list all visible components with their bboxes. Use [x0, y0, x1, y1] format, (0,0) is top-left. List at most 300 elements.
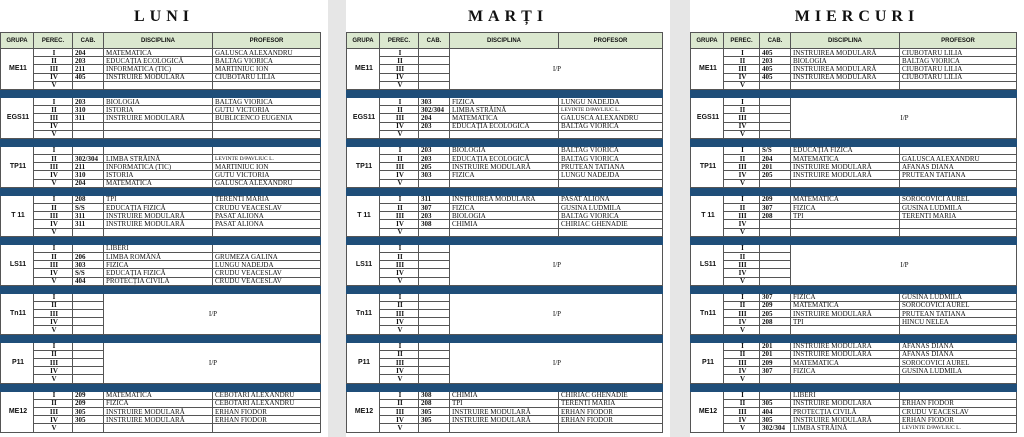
cabinet-cell: 201 — [760, 342, 791, 350]
table-row — [1, 261, 321, 269]
teacher-cell: PASAT ALIONA — [213, 220, 321, 228]
group-name: ME12 — [691, 391, 724, 432]
table-row — [691, 416, 1017, 424]
cabinet-cell — [73, 122, 104, 130]
table-row — [691, 424, 1017, 432]
cabinet-cell: 307 — [760, 367, 791, 375]
teacher-cell: BALTAG VIORICA — [213, 97, 321, 105]
table-row — [1, 269, 321, 277]
separator-bar — [691, 285, 1017, 293]
discipline-cell: TPI — [791, 318, 900, 326]
period-number: II — [724, 57, 760, 65]
teacher-cell — [559, 179, 663, 187]
period-number: I — [380, 391, 419, 399]
discipline-cell: INSTRUIRE MODULARĂ — [104, 407, 213, 415]
period-number: I — [34, 342, 73, 350]
period-number: V — [724, 375, 760, 383]
cabinet-cell: 308 — [419, 391, 450, 399]
column-header-cab: CAB. — [73, 33, 104, 49]
table-row — [691, 399, 1017, 407]
table-row — [691, 407, 1017, 415]
period-number: I — [724, 391, 760, 399]
table-row — [691, 359, 1017, 367]
teacher-cell: GUTU VICTORIA — [213, 171, 321, 179]
table-row — [691, 73, 1017, 81]
cabinet-cell — [760, 391, 791, 399]
cabinet-cell: S/S — [73, 269, 104, 277]
teacher-cell: CIUBOTARU LILIA — [900, 49, 1017, 57]
period-number: II — [34, 350, 73, 358]
period-number: V — [34, 130, 73, 138]
table-row — [1, 97, 321, 105]
period-number: II — [34, 252, 73, 260]
cabinet-cell — [760, 97, 791, 105]
discipline-cell: INSTRUIRE MODULARĂ — [104, 212, 213, 220]
discipline-cell: ISTORIA — [104, 106, 213, 114]
table-row — [1, 163, 321, 171]
cabinet-cell — [419, 424, 450, 432]
cabinet-cell: 307 — [760, 204, 791, 212]
discipline-cell: INSTRUIRE MODULARĂ — [450, 416, 559, 424]
period-number: IV — [34, 122, 73, 130]
separator-bar — [1, 236, 321, 244]
cabinet-cell — [419, 293, 450, 301]
group-name: TP11 — [347, 146, 380, 187]
group-separator — [691, 89, 1017, 97]
table-row — [347, 155, 663, 163]
teacher-cell: ERHAN FIODOR — [213, 416, 321, 424]
period-number: III — [380, 114, 419, 122]
discipline-cell: INSTRUIREA MODULARĂ — [791, 65, 900, 73]
discipline-cell: CHIMIA — [450, 391, 559, 399]
teacher-cell: CIUBOTARU LILIA — [900, 65, 1017, 73]
table-row — [347, 399, 663, 407]
column-header-perec: PEREC. — [724, 33, 760, 49]
discipline-cell — [450, 228, 559, 236]
cabinet-cell — [419, 57, 450, 65]
period-number: III — [724, 359, 760, 367]
column-header-perec: PEREC. — [34, 33, 73, 49]
period-number: II — [34, 57, 73, 65]
discipline-cell: INSTRUIRE MODULARĂ — [104, 73, 213, 81]
period-number: V — [380, 228, 419, 236]
teacher-cell: BUBLICENCO EUGENIA — [213, 114, 321, 122]
schedule-panel-marti — [346, 0, 670, 437]
teacher-cell: GUSINA LUDMILA — [559, 204, 663, 212]
teacher-cell — [213, 122, 321, 130]
period-number: I — [34, 49, 73, 57]
group-separator — [691, 236, 1017, 244]
teacher-cell — [559, 130, 663, 138]
cabinet-cell — [73, 318, 104, 326]
separator-bar — [691, 383, 1017, 391]
period-number: I — [380, 342, 419, 350]
table-row — [691, 171, 1017, 179]
table-row — [347, 220, 663, 228]
cabinet-cell: 206 — [73, 252, 104, 260]
period-number: III — [34, 163, 73, 171]
group-name: ME11 — [347, 49, 380, 90]
table-row — [1, 416, 321, 424]
period-number: III — [380, 261, 419, 269]
discipline-cell: FIZICA — [104, 399, 213, 407]
discipline-cell: BIOLOGIA — [450, 146, 559, 154]
cabinet-cell — [760, 375, 791, 383]
table-row — [691, 195, 1017, 203]
period-number: V — [380, 375, 419, 383]
cabinet-cell: 203 — [419, 212, 450, 220]
table-row — [1, 65, 321, 73]
cabinet-cell — [760, 122, 791, 130]
cabinet-cell — [73, 81, 104, 89]
discipline-cell: INSTRUIREA MODULARĂ — [791, 49, 900, 57]
cabinet-cell — [73, 342, 104, 350]
teacher-cell — [900, 391, 1017, 399]
teacher-cell: MARTINIUC ION — [213, 163, 321, 171]
teacher-cell: CEBOTARI ALEXANDRU — [213, 399, 321, 407]
header-row — [691, 33, 1017, 49]
cabinet-cell — [419, 65, 450, 73]
table-row — [1, 277, 321, 285]
discipline-cell: CHIMIA — [450, 220, 559, 228]
discipline-cell — [104, 122, 213, 130]
teacher-cell — [213, 228, 321, 236]
separator-bar — [347, 187, 663, 195]
table-row — [691, 81, 1017, 89]
group-name: LS11 — [691, 244, 724, 285]
table-row — [347, 391, 663, 399]
table-row — [691, 146, 1017, 154]
teacher-cell — [900, 179, 1017, 187]
group-separator — [1, 285, 321, 293]
teacher-cell: GALUSCA ALEXANDRU — [559, 114, 663, 122]
period-number: V — [380, 277, 419, 285]
cabinet-cell: 208 — [419, 399, 450, 407]
teacher-cell: GUTU VICTORIA — [213, 106, 321, 114]
period-number: V — [380, 424, 419, 432]
discipline-cell: PROTECȚIA CIVILĂ — [791, 407, 900, 415]
teacher-cell: AFANAS DIANA — [900, 350, 1017, 358]
period-number: II — [380, 399, 419, 407]
cabinet-cell: 209 — [73, 399, 104, 407]
teacher-cell: AFANAS DIANA — [900, 163, 1017, 171]
period-number: III — [380, 310, 419, 318]
table-row — [1, 73, 321, 81]
period-number: III — [724, 407, 760, 415]
teacher-cell — [900, 146, 1017, 154]
table-row — [1, 407, 321, 415]
period-number: IV — [34, 318, 73, 326]
discipline-cell: LIBERI — [104, 244, 213, 252]
cabinet-cell — [73, 424, 104, 432]
discipline-cell — [791, 375, 900, 383]
schedule-table — [690, 32, 1017, 433]
teacher-cell: ERHAN FIODOR — [559, 407, 663, 415]
period-number: IV — [724, 122, 760, 130]
cabinet-cell: 204 — [73, 49, 104, 57]
discipline-cell — [450, 130, 559, 138]
cabinet-cell: 405 — [760, 49, 791, 57]
cabinet-cell: 209 — [760, 359, 791, 367]
table-row — [1, 49, 321, 57]
table-row — [691, 301, 1017, 309]
teacher-cell: CEBOTARI ALEXANDRU — [213, 391, 321, 399]
cabinet-cell — [73, 350, 104, 358]
separator-bar — [1, 187, 321, 195]
teacher-cell: LUNGU NADEJDA — [559, 171, 663, 179]
cabinet-cell: 404 — [760, 407, 791, 415]
table-row — [1, 399, 321, 407]
period-number: I — [380, 49, 419, 57]
table-row — [691, 97, 1017, 105]
discipline-cell: INFORMATICA (TIC) — [104, 163, 213, 171]
period-number: V — [724, 277, 760, 285]
teacher-cell: PASAT ALIONA — [559, 195, 663, 203]
table-row — [347, 204, 663, 212]
teacher-cell — [900, 228, 1017, 236]
cabinet-cell — [73, 310, 104, 318]
period-number: IV — [724, 171, 760, 179]
table-row — [347, 424, 663, 432]
discipline-cell — [104, 81, 213, 89]
period-number: V — [724, 228, 760, 236]
discipline-cell: FIZICA — [450, 97, 559, 105]
period-number: III — [380, 212, 419, 220]
cabinet-cell: 405 — [760, 65, 791, 73]
teacher-cell: CRUDU VEACESLAV — [900, 407, 1017, 415]
discipline-cell: MATEMATICA — [791, 359, 900, 367]
group-separator — [347, 383, 663, 391]
discipline-cell — [104, 130, 213, 138]
teacher-cell: GALUSCA ALEXANDRU — [213, 179, 321, 187]
table-row — [347, 293, 663, 301]
cabinet-cell: 303 — [419, 97, 450, 105]
period-number: V — [380, 81, 419, 89]
column-header-disciplina: DISCIPLINA — [104, 33, 213, 49]
discipline-cell: LIMBA ROMÂNĂ — [104, 252, 213, 260]
table-row — [1, 342, 321, 350]
group-separator — [691, 285, 1017, 293]
table-row — [691, 350, 1017, 358]
discipline-cell: FIZICA — [791, 367, 900, 375]
cabinet-cell — [419, 130, 450, 138]
table-row — [347, 212, 663, 220]
period-number: V — [34, 424, 73, 432]
cabinet-cell: 305 — [760, 416, 791, 424]
period-number: IV — [34, 171, 73, 179]
table-row — [347, 97, 663, 105]
period-number: II — [724, 106, 760, 114]
period-number: I — [34, 97, 73, 105]
separator-bar — [1, 138, 321, 146]
cabinet-cell — [419, 228, 450, 236]
discipline-cell: BIOLOGIA — [791, 57, 900, 65]
teacher-cell: GUSINA LUDMILA — [900, 367, 1017, 375]
cabinet-cell: 305 — [760, 399, 791, 407]
group-name: ME11 — [1, 49, 34, 90]
period-number: II — [724, 350, 760, 358]
group-name: TP11 — [1, 146, 34, 187]
table-row — [691, 65, 1017, 73]
period-number: IV — [380, 122, 419, 130]
group-name: LS11 — [1, 244, 34, 285]
discipline-cell: EDUCAȚIA FIZICĂ — [104, 204, 213, 212]
teacher-cell: CIUBOTARU LILIA — [213, 73, 321, 81]
cabinet-cell: 311 — [419, 195, 450, 203]
discipline-cell: EDUCAȚIA FIZICĂ — [104, 269, 213, 277]
separator-bar — [1, 334, 321, 342]
practice-label: I/P — [450, 293, 663, 334]
separator-bar — [691, 187, 1017, 195]
column-header-profesor: PROFESOR — [559, 33, 663, 49]
period-number: III — [724, 65, 760, 73]
column-header-disciplina: DISCIPLINA — [450, 33, 559, 49]
period-number: IV — [724, 73, 760, 81]
discipline-cell — [104, 228, 213, 236]
period-number: IV — [724, 416, 760, 424]
cabinet-cell — [419, 73, 450, 81]
period-number: I — [724, 195, 760, 203]
separator-bar — [691, 89, 1017, 97]
cabinet-cell: 307 — [419, 204, 450, 212]
discipline-cell — [450, 179, 559, 187]
cabinet-cell — [73, 244, 104, 252]
table-row — [691, 391, 1017, 399]
group-separator — [691, 383, 1017, 391]
teacher-cell — [900, 326, 1017, 334]
discipline-cell: MATEMATICA — [450, 114, 559, 122]
period-number: III — [34, 310, 73, 318]
group-name: TP11 — [691, 146, 724, 187]
table-row — [347, 244, 663, 252]
group-name: P11 — [1, 342, 34, 383]
table-row — [1, 212, 321, 220]
teacher-cell: CIUBOTARU LILIA — [900, 73, 1017, 81]
discipline-cell: TPI — [791, 212, 900, 220]
cabinet-cell — [419, 244, 450, 252]
table-row — [691, 228, 1017, 236]
table-row — [691, 212, 1017, 220]
period-number: I — [724, 342, 760, 350]
period-number: IV — [380, 367, 419, 375]
practice-label: I/P — [104, 293, 321, 334]
period-number: I — [34, 195, 73, 203]
period-number: I — [724, 244, 760, 252]
period-number: III — [34, 212, 73, 220]
table-row — [1, 391, 321, 399]
table-row — [1, 57, 321, 65]
teacher-cell: PRUTEAN TATIANA — [559, 163, 663, 171]
table-row — [1, 204, 321, 212]
table-row — [691, 179, 1017, 187]
cabinet-cell: 302/304 — [73, 155, 104, 163]
cabinet-cell — [73, 367, 104, 375]
group-name: Tn11 — [347, 293, 380, 334]
cabinet-cell — [419, 301, 450, 309]
discipline-cell: MATEMATICA — [104, 179, 213, 187]
discipline-cell: EDUCAȚIA ECOLOGICĂ — [104, 57, 213, 65]
discipline-cell: FIZICA — [450, 171, 559, 179]
group-separator — [347, 138, 663, 146]
period-number: II — [380, 106, 419, 114]
cabinet-cell: 203 — [73, 57, 104, 65]
teacher-cell: BALTAG VIORICA — [900, 57, 1017, 65]
table-row — [347, 342, 663, 350]
teacher-cell: LEVINTE D/PAVLIUC L. — [213, 155, 321, 163]
period-number: IV — [724, 220, 760, 228]
cabinet-cell — [760, 106, 791, 114]
table-row — [347, 114, 663, 122]
period-number: I — [724, 146, 760, 154]
table-row — [691, 57, 1017, 65]
period-number: III — [380, 163, 419, 171]
teacher-cell — [900, 81, 1017, 89]
cabinet-cell: S/S — [760, 146, 791, 154]
period-number: I — [724, 293, 760, 301]
table-row — [1, 81, 321, 89]
column-header-cab: CAB. — [419, 33, 450, 49]
cabinet-cell: 203 — [760, 57, 791, 65]
discipline-cell — [791, 179, 900, 187]
table-row — [347, 122, 663, 130]
cabinet-cell: 205 — [419, 163, 450, 171]
period-number: III — [724, 163, 760, 171]
teacher-cell: LUNGU NADEJDA — [559, 97, 663, 105]
teacher-cell — [213, 244, 321, 252]
discipline-cell: ISTORIA — [104, 171, 213, 179]
cabinet-cell — [760, 261, 791, 269]
group-separator — [691, 138, 1017, 146]
teacher-cell: PASAT ALIONA — [213, 212, 321, 220]
teacher-cell: GRUMEZA GALINA — [213, 252, 321, 260]
period-number: II — [724, 155, 760, 163]
discipline-cell: INSTRUIRE MODULARĂ — [791, 350, 900, 358]
teacher-cell: CRUDU VEACESLAV — [213, 269, 321, 277]
table-row — [347, 49, 663, 57]
teacher-cell: GALUSCA ALEXANDRU — [900, 155, 1017, 163]
teacher-cell: MARTINIUC ION — [213, 65, 321, 73]
period-number: I — [34, 293, 73, 301]
group-separator — [1, 236, 321, 244]
cabinet-cell: 405 — [73, 73, 104, 81]
group-name: EGS11 — [347, 97, 380, 138]
column-header-perec: PEREC. — [380, 33, 419, 49]
period-number: II — [34, 204, 73, 212]
period-number: IV — [380, 73, 419, 81]
teacher-cell: CRUDU VEACESLAV — [213, 277, 321, 285]
teacher-cell: CHIRIAC GHENADIE — [559, 220, 663, 228]
period-number: III — [34, 65, 73, 73]
cabinet-cell — [760, 81, 791, 89]
period-number: II — [380, 155, 419, 163]
table-row — [347, 146, 663, 154]
separator-bar — [347, 383, 663, 391]
discipline-cell: FIZICA — [791, 204, 900, 212]
group-name: LS11 — [347, 244, 380, 285]
period-number: V — [34, 179, 73, 187]
column-header-disciplina: DISCIPLINA — [791, 33, 900, 49]
cabinet-cell — [419, 310, 450, 318]
separator-bar — [691, 236, 1017, 244]
period-number: IV — [724, 269, 760, 277]
separator-bar — [347, 138, 663, 146]
teacher-cell: LUNGU NADEJDA — [213, 261, 321, 269]
table-row — [691, 204, 1017, 212]
teacher-cell: SOROCOVICI AUREL — [900, 301, 1017, 309]
schedule-panel-miercuri — [690, 0, 1024, 437]
table-row — [347, 130, 663, 138]
discipline-cell: INSTRUIRE MODULARĂ — [791, 310, 900, 318]
